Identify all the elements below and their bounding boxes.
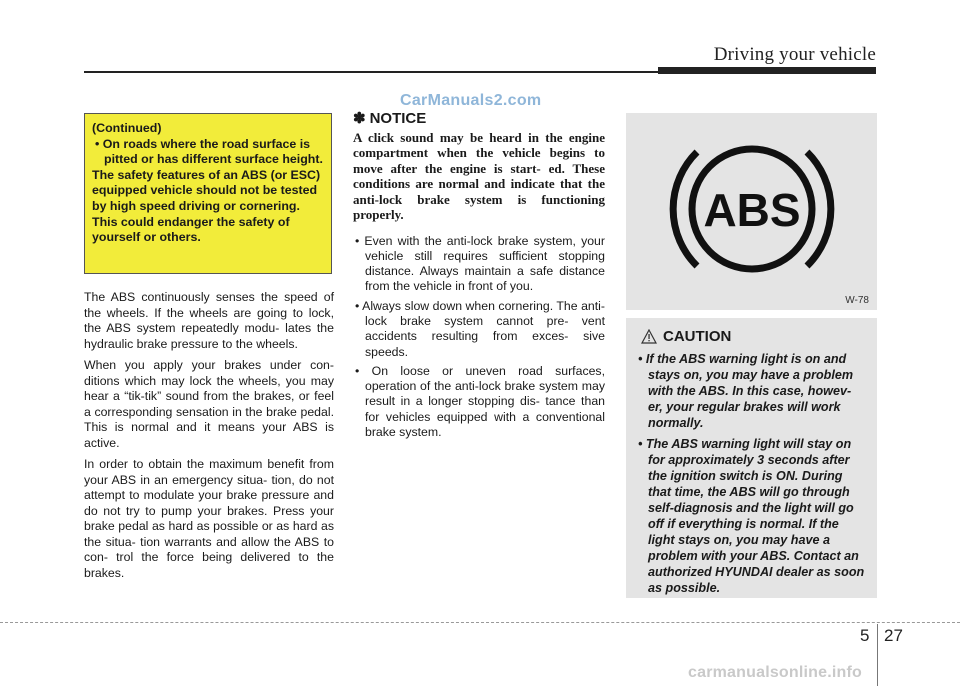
notice-title: NOTICE: [369, 110, 427, 127]
notice-body: A click sound may be heard in the engine compartment when the vehicle begins to move after the engine is start- ed. These conditions are normal and indicate that the anti-lock brake system is functioning properly.: [353, 129, 605, 222]
notice-heading: [353, 111, 605, 127]
caution-item: • The ABS warning light will stay on for approximately 3 seconds after the ignition switch is ON. During that time, the ABS will go through self-diagnosis and the light will go off if everything is normal. If the light stays on, you may have a problem with your ABS. Contact an authorized HYUNDAI dealer as soon as possible.: [638, 437, 865, 595]
chapter-number: 5: [860, 626, 870, 645]
header-rule: [84, 71, 658, 73]
header-rule-thick: [658, 67, 876, 74]
abs-warning-illustration: [626, 113, 877, 310]
page-number-separator: [877, 624, 878, 686]
notice-bullets: [353, 234, 605, 441]
star-icon: ✽: [353, 110, 366, 127]
warning-text: The safety features of an ABS (or ESC) equipped vehicle should not be tested by high speed driving or cornering. This could endanger the safety of yourself or others.: [92, 167, 321, 245]
figure-code: W-78: [845, 295, 869, 306]
notice-section: [353, 111, 605, 444]
paragraph: In order to obtain the maximum benefit from your ABS in an emergency situa- tion, do not attempt to modulate your brake pressure and do not try to pump your brakes. Press your brake pedal as hard as possible or as hard as the situa- tion warrants and allow the ABS to con- trol the force being delivered to the brakes.: [84, 457, 334, 580]
caution-heading: [641, 328, 867, 345]
paragraph: When you apply your brakes under con- ditions which may lock the wheels, you may hear a “tik-tik” sound from the brakes, or feel a corresponding sensation in the brake pedal. This is normal and it means your ABS is active.: [84, 358, 334, 450]
warning-continued-box: [84, 113, 332, 274]
list-item: • On loose or uneven road surfaces, operation of the anti-lock brake system may result in a longer stopping dis- tance than for vehicles equipped with a conventional brake system.: [355, 363, 605, 440]
watermark-top: CarManuals2.com: [400, 92, 542, 109]
footer-rule: [0, 622, 960, 623]
list-item: • Even with the anti-lock brake system, your vehicle still requires sufficient stopping distance. Always maintain a safe distance from the vehicle in front of you.: [355, 233, 605, 294]
caution-item: • If the ABS warning light is on and stays on, you may have a problem with the ABS. In this case, howev- er, your regular brakes will work normally.: [638, 352, 854, 430]
caution-title: CAUTION: [663, 328, 732, 345]
warning-triangle-icon: [641, 329, 657, 344]
page-number-value: 27: [884, 626, 903, 645]
caution-box: [626, 318, 877, 598]
abs-warning-light-icon: [626, 113, 877, 310]
continued-label: (Continued): [92, 121, 162, 135]
watermark-bottom: carmanualsonline.info: [688, 664, 863, 681]
abs-symbol-text: ABS: [703, 184, 801, 236]
section-title: Driving your vehicle: [713, 44, 876, 65]
left-column: [84, 290, 334, 587]
paragraph: The ABS continuously senses the speed of the wheels. If the wheels are going to lock, the ABS system repeatedly modu- lates the hydraulic brake pressure to the wheels.: [84, 290, 334, 351]
list-item: • Always slow down when cornering. The anti-lock brake system cannot pre- vent accidents resulting from exces- sive speeds.: [355, 298, 605, 359]
warning-bullet: • On roads where the road surface is pitted or has different surface height.: [95, 136, 323, 167]
